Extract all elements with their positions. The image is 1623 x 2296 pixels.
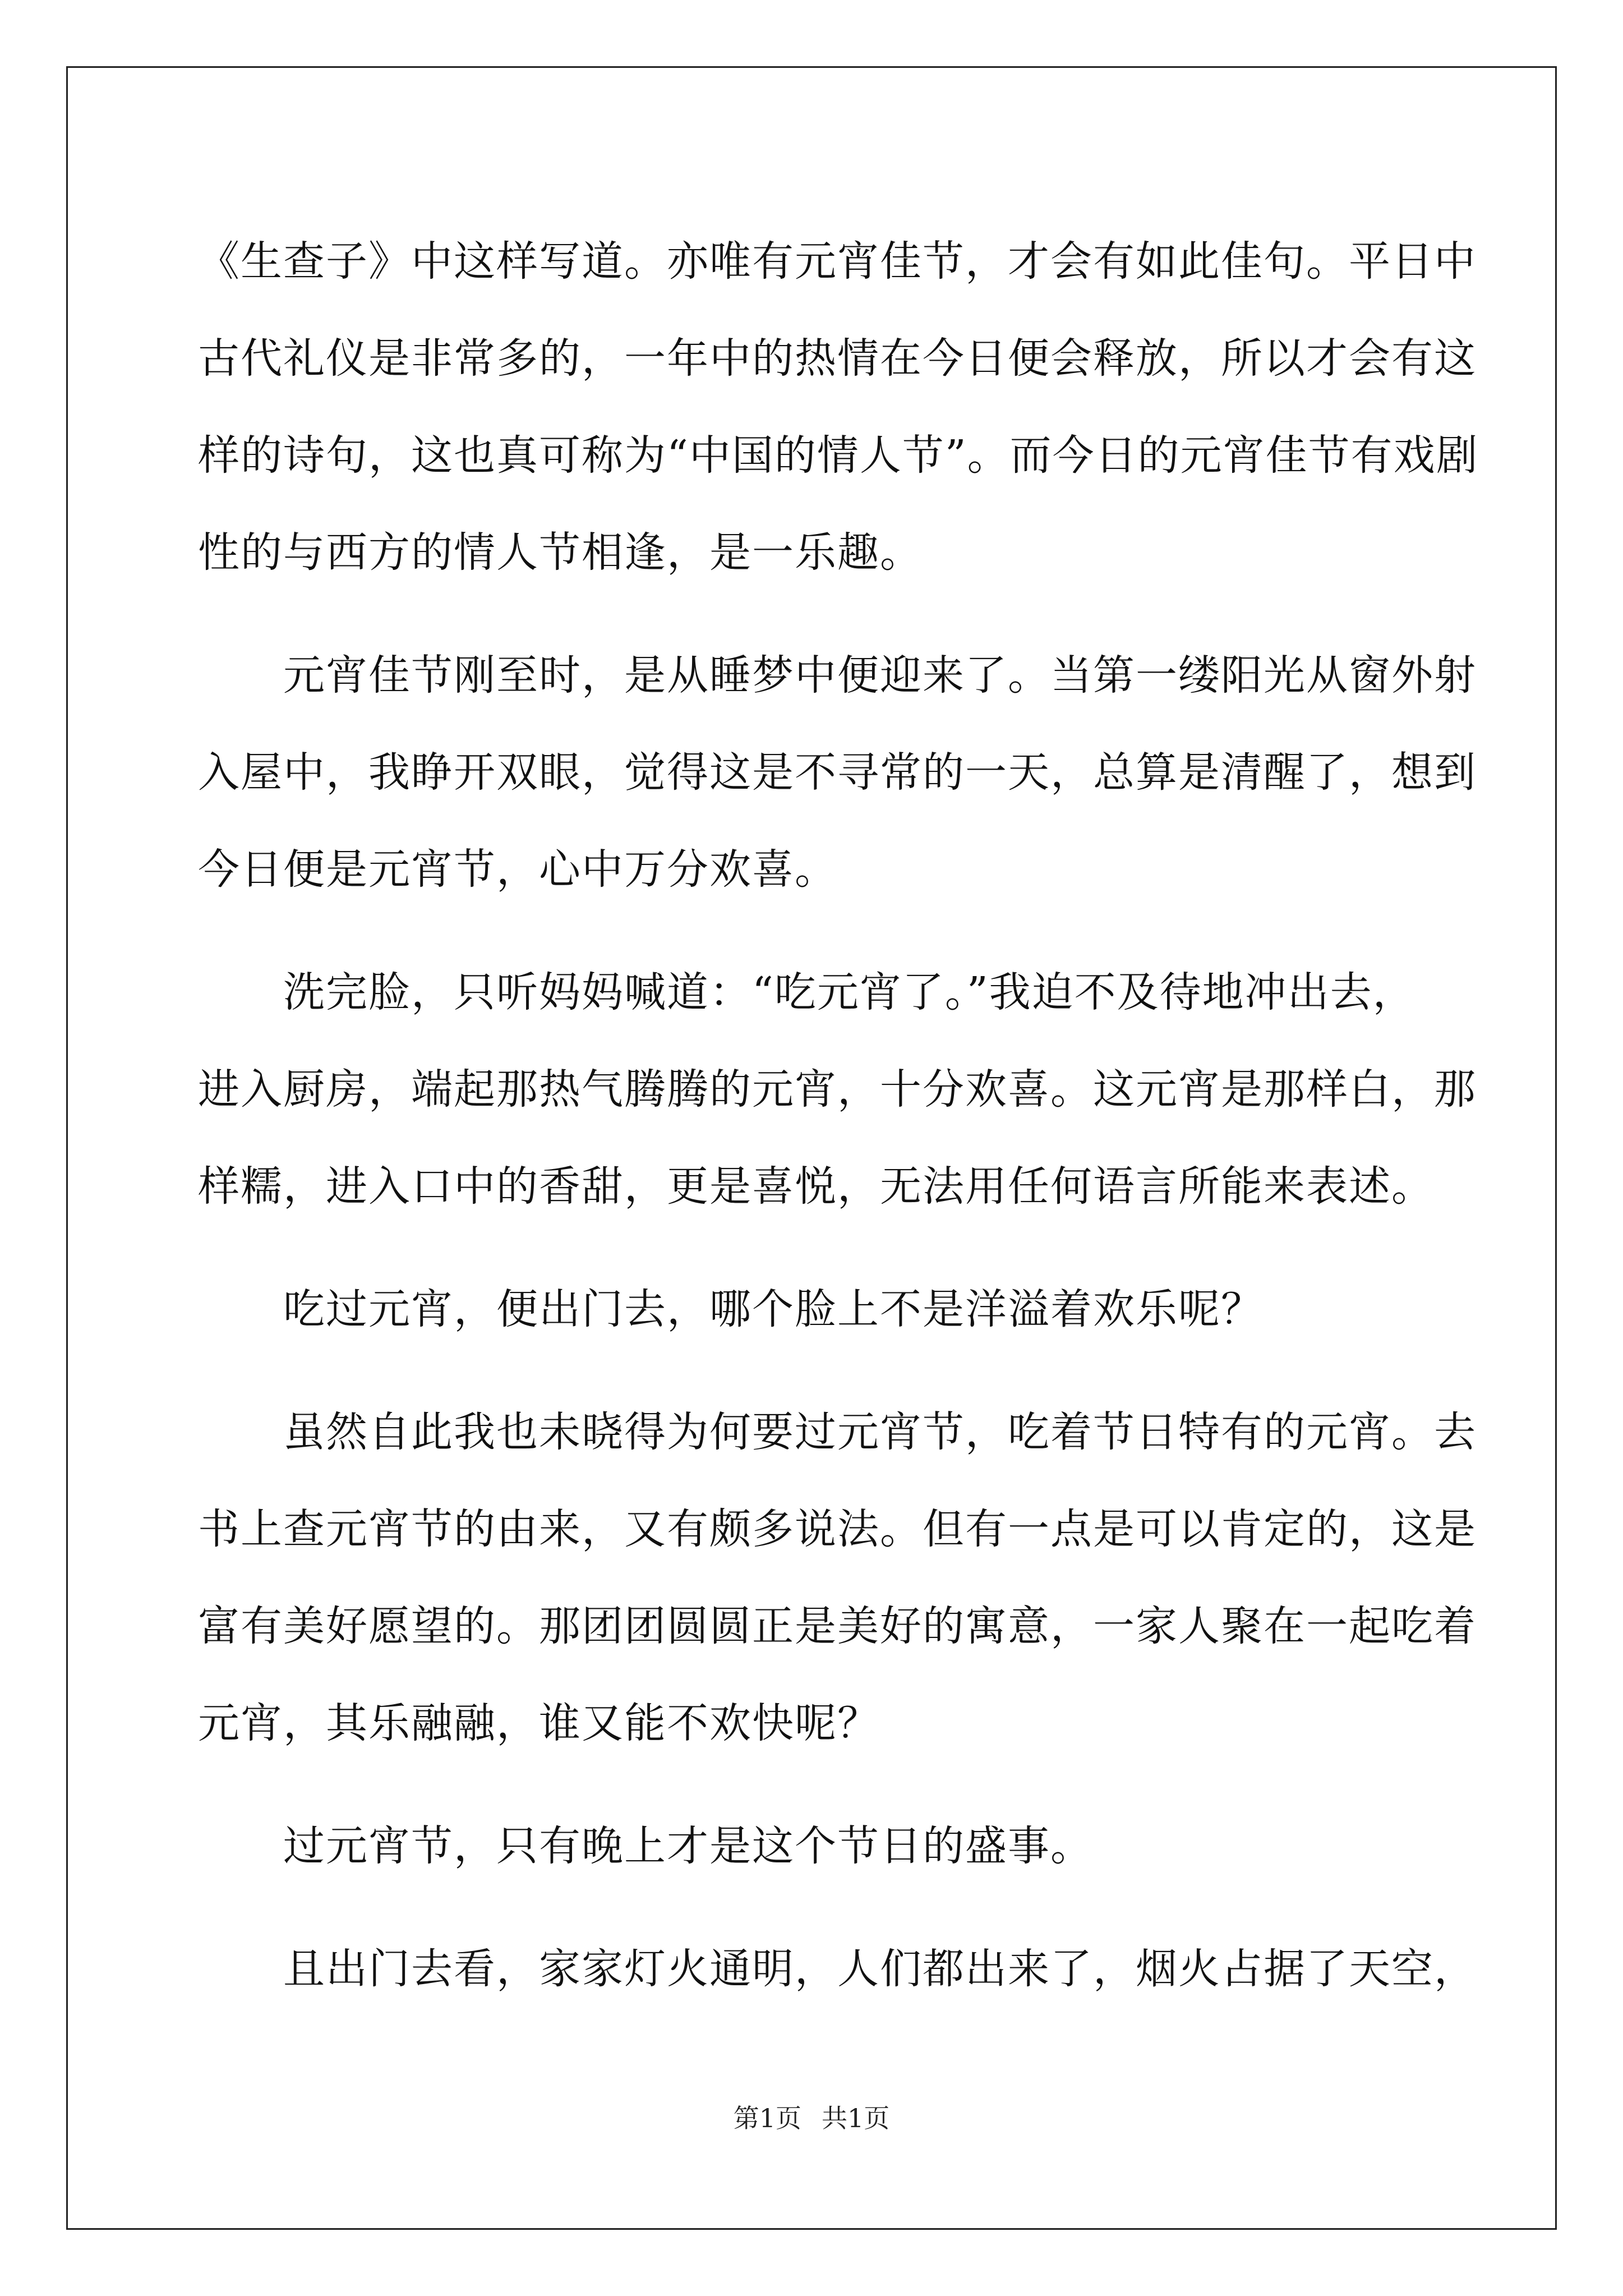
paragraph-line: 入屋中，我睁开双眼，觉得这是不寻常的一天，总算是清醒了，想到 <box>198 748 1477 797</box>
paragraph-line: 书上查元宵节的由来，又有颇多说法。但有一点是可以肯定的，这是 <box>198 1505 1477 1553</box>
paragraph-line: 富有美好愿望的。那团团圆圆正是美好的寓意，一家人聚在一起吃着 <box>198 1602 1477 1650</box>
paragraph-line: 今日便是元宵节，心中万分欢喜。 <box>198 845 837 894</box>
paragraph-line: 过元宵节，只有晚上才是这个节日的盛事。 <box>283 1822 1093 1870</box>
paragraph-line: 样的诗句，这也真可称为“中国的情人节”。而今日的元宵佳节有戏剧 <box>198 431 1479 480</box>
paragraph-line: 吃过元宵，便出门去，哪个脸上不是洋溢着欢乐呢？ <box>283 1285 1264 1333</box>
paragraph-line: 洗完脸，只听妈妈喊道：“吃元宵了。”我迫不及待地冲出去， <box>283 968 1415 1016</box>
paragraph-line: 进入厨房，端起那热气腾腾的元宵，十分欢喜。这元宵是那样白，那 <box>198 1065 1477 1114</box>
paragraph-line: 《生查子》中这样写道。亦唯有元宵佳节，才会有如此佳句。平日中 <box>198 237 1477 286</box>
paragraph-line: 元宵，其乐融融，谁又能不欢快呢？ <box>198 1699 880 1747</box>
page-total: 共1页 <box>822 2103 890 2133</box>
page-footer <box>0 2098 1623 2135</box>
paragraph-line: 元宵佳节刚至时，是从睡梦中便迎来了。当第一缕阳光从窗外射 <box>283 651 1477 700</box>
page-number: 第1页 <box>733 2103 801 2133</box>
paragraph-line: 古代礼仪是非常多的，一年中的热情在今日便会释放，所以才会有这 <box>198 334 1477 383</box>
paragraph-line: 性的与西方的情人节相逢，是一乐趣。 <box>198 528 923 577</box>
paragraph-line: 且出门去看，家家灯火通明，人们都出来了，烟火占据了天空， <box>283 1945 1477 1993</box>
document-body <box>198 213 1479 2018</box>
paragraph-line: 虽然自此我也未晓得为何要过元宵节，吃着节日特有的元宵。去 <box>283 1408 1477 1456</box>
paragraph-line: 样糯，进入口中的香甜，更是喜悦，无法用任何语言所能来表述。 <box>198 1162 1434 1211</box>
